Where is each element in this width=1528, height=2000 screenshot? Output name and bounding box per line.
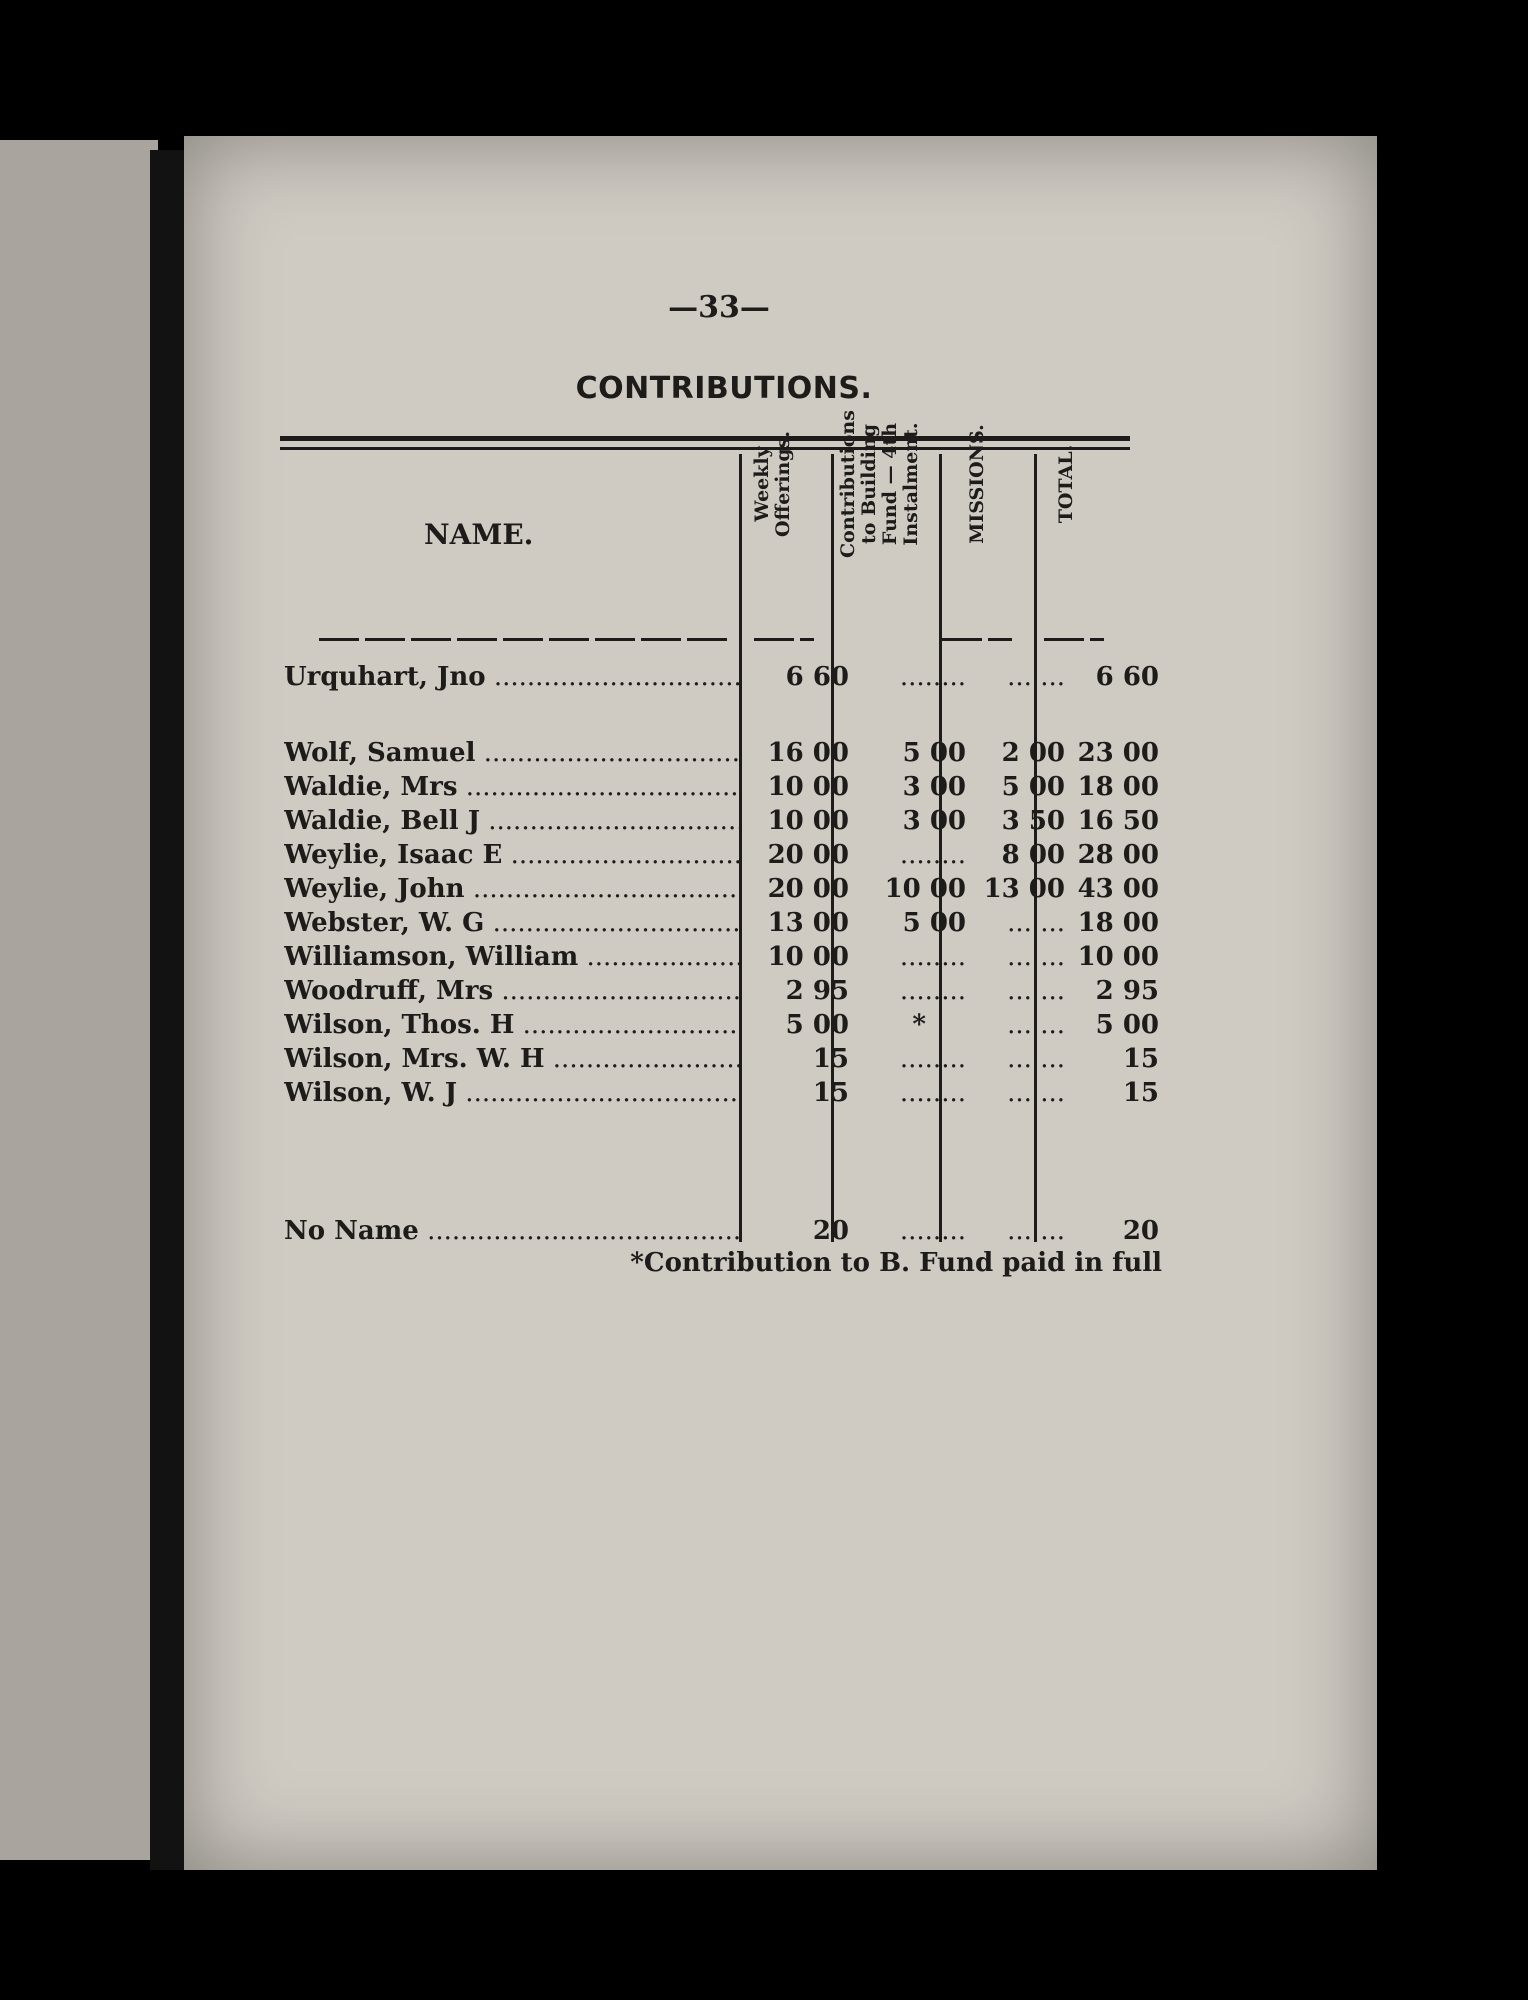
missions-amount: ... ... (1007, 942, 1065, 972)
header-underline (942, 638, 1012, 641)
contribution-amount: 10 00 (884, 874, 966, 904)
contributor-name: Williamson, William ..... (284, 940, 739, 974)
weekly-amount: 5 00 (785, 1010, 849, 1040)
contribution-amount: 5 00 (902, 908, 966, 938)
contributor-name: Wolf, Samuel ..... (284, 736, 739, 770)
table-row (284, 1214, 1159, 1248)
missions-amount: ... ... (1007, 1044, 1065, 1074)
missions-header: MISSIONS. (966, 424, 988, 544)
contrib-header-line-4: Instalment. (900, 422, 922, 546)
total-amount: 18 00 (1077, 772, 1159, 802)
left-page-edge (0, 140, 158, 1860)
total-amount: 15 (1122, 1044, 1159, 1074)
contribution-amount: ........ (899, 662, 966, 692)
contributor-name: No Name ..... (284, 1214, 739, 1248)
page-content (184, 136, 1377, 1870)
total-amount: 20 (1122, 1216, 1159, 1246)
contribution-amount: 5 00 (902, 738, 966, 768)
header-underline (319, 638, 729, 641)
name-column-header: NAME. (424, 518, 534, 551)
weekly-amount: 20 00 (767, 840, 849, 870)
total-amount: 6 60 (1095, 662, 1159, 692)
weekly-amount: 6 60 (785, 662, 849, 692)
total-header: TOTAL. (1055, 444, 1077, 524)
contribution-amount: ........ (899, 1044, 966, 1074)
contribution-amount: * (912, 1010, 926, 1040)
contrib-header-line-2: to Building (858, 424, 880, 544)
table-row (284, 770, 1159, 804)
weekly-amount: 15 (812, 1078, 849, 1108)
contribution-amount: 3 00 (902, 806, 966, 836)
footnote: *Contribution to B. Fund paid in full (630, 1248, 1162, 1278)
contrib-header-line-3: Fund — 4th (879, 422, 901, 546)
table-row (284, 838, 1159, 872)
contributor-name: Webster, W. G ..... (284, 906, 739, 940)
weekly-amount: 16 00 (767, 738, 849, 768)
missions-amount: ... ... (1007, 1078, 1065, 1108)
table-row (284, 872, 1159, 906)
weekly-amount: 10 00 (767, 942, 849, 972)
weekly-amount: 20 00 (767, 874, 849, 904)
missions-amount: 3 50 (1001, 806, 1065, 836)
table-row (284, 906, 1159, 940)
missions-amount: ... ... (1007, 662, 1065, 692)
missions-amount: 5 00 (1001, 772, 1065, 802)
contributor-name: Waldie, Mrs ..... (284, 770, 739, 804)
total-amount: 16 50 (1077, 806, 1159, 836)
weekly-amount: 10 00 (767, 772, 849, 802)
weekly-offerings-header (752, 394, 794, 574)
missions-amount: ... ... (1007, 1216, 1065, 1246)
page-title: CONTRIBUTIONS. (575, 371, 873, 406)
contrib-header-line-1: Contributions (837, 410, 859, 558)
contributor-name: Wilson, Mrs. W. H ..... (284, 1042, 739, 1076)
contribution-amount: ........ (899, 976, 966, 1006)
contribution-amount: ........ (899, 1078, 966, 1108)
total-amount: 23 00 (1077, 738, 1159, 768)
contribution-amount: ........ (899, 840, 966, 870)
table-row (284, 940, 1159, 974)
table-row (284, 1076, 1159, 1110)
building-fund-header (838, 394, 922, 574)
contribution-amount: 3 00 (902, 772, 966, 802)
contributor-name: Waldie, Bell J ..... (284, 804, 739, 838)
contributor-name: Weylie, John ..... (284, 872, 739, 906)
weekly-amount: 15 (812, 1044, 849, 1074)
weekly-amount: 2 95 (785, 976, 849, 1006)
contributor-name: Weylie, Isaac E ..... (284, 838, 739, 872)
missions-amount: 2 00 (1001, 738, 1065, 768)
contributor-name: Urquhart, Jno ..... (284, 660, 739, 694)
missions-amount: ... ... (1007, 976, 1065, 1006)
total-amount: 2 95 (1095, 976, 1159, 1006)
right-page (184, 136, 1377, 1870)
book-spine (150, 150, 184, 1870)
contributor-name: Wilson, Thos. H ..... (284, 1008, 739, 1042)
table-row (284, 1042, 1159, 1076)
table-row (284, 804, 1159, 838)
table-row (284, 974, 1159, 1008)
missions-amount: ... ... (1007, 908, 1065, 938)
weekly-header-line-1: Weekly (751, 446, 773, 522)
contribution-amount: ........ (899, 942, 966, 972)
weekly-amount: 10 00 (767, 806, 849, 836)
missions-amount: 8 00 (1001, 840, 1065, 870)
page-number: —33— (668, 290, 770, 325)
contributor-name: Woodruff, Mrs ..... (284, 974, 739, 1008)
missions-amount: 13 00 (983, 874, 1065, 904)
table-row (284, 660, 1159, 694)
header-underline (754, 638, 814, 641)
table-row (284, 736, 1159, 770)
weekly-amount: 13 00 (767, 908, 849, 938)
total-amount: 10 00 (1077, 942, 1159, 972)
total-amount: 43 00 (1077, 874, 1159, 904)
contribution-amount: ........ (899, 1216, 966, 1246)
missions-amount: ... ... (1007, 1010, 1065, 1040)
total-amount: 18 00 (1077, 908, 1159, 938)
total-amount: 15 (1122, 1078, 1159, 1108)
header-underline (1044, 638, 1104, 641)
contributor-name: Wilson, W. J ..... (284, 1076, 739, 1110)
header-rule (280, 436, 1130, 450)
table-row (284, 1008, 1159, 1042)
weekly-header-line-2: Offerings. (772, 431, 794, 537)
total-amount: 5 00 (1095, 1010, 1159, 1040)
total-amount: 28 00 (1077, 840, 1159, 870)
weekly-amount: 20 (812, 1216, 849, 1246)
